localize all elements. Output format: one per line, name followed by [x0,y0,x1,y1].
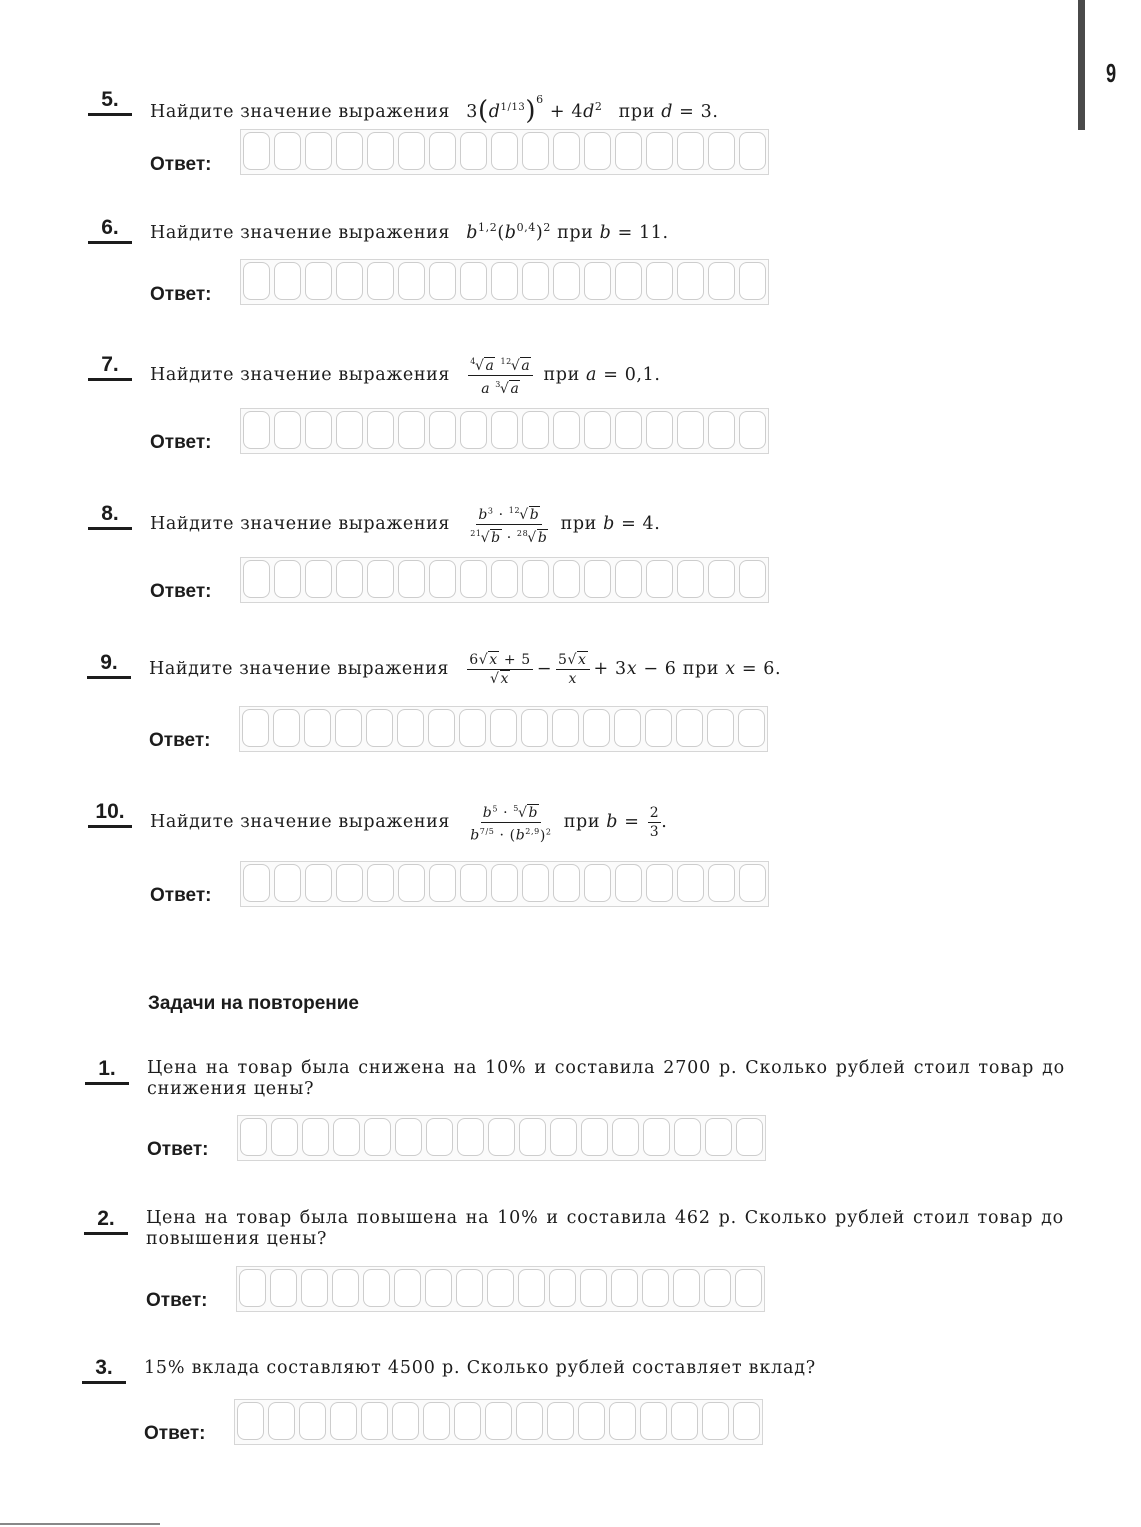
answer-cell[interactable] [240,1118,267,1156]
task-expression: $\frac{b^5 \cdot ^5√b}{b^{7/5} \cdot (b^{2,9})^2}$ [468,801,553,844]
task-number: 8. [88,503,132,530]
task-statement: Цена на товар была повышена на 10% и составила 462 р. Сколько рублей стоил товар до повышения цены? [146,1208,1064,1249]
answer-cell[interactable] [398,864,425,902]
task-statement: Цена на товар была снижена на 10% и составила 2700 р. Сколько рублей стоил товар до снижения цены? [147,1058,1065,1099]
answer-cell[interactable] [677,411,704,449]
answer-cell[interactable] [459,709,486,747]
task-condition: при [543,365,580,385]
task-statement [149,652,781,687]
answer-cell[interactable] [581,1118,608,1156]
answer-cell[interactable] [518,1269,545,1307]
answer-cell[interactable] [429,864,456,902]
answer-cell[interactable] [336,132,363,170]
task-variable: b [606,811,619,832]
answer-cell[interactable] [305,864,332,902]
answer-cell[interactable] [550,1118,577,1156]
answer-cell[interactable] [460,262,487,300]
answer-label: Ответ: [149,730,211,751]
answer-cell[interactable] [367,411,394,449]
answer-cell[interactable] [643,1118,670,1156]
answer-cell[interactable] [273,709,300,747]
task-value: = 3. [679,102,719,122]
answer-cell[interactable] [398,411,425,449]
answer-cell[interactable] [646,132,673,170]
answer-cell[interactable] [615,132,642,170]
answer-cell[interactable] [429,411,456,449]
task-statement [150,503,660,546]
answer-cell[interactable] [429,132,456,170]
answer-cell[interactable] [673,1269,700,1307]
answer-cell[interactable] [519,1118,546,1156]
answer-cell[interactable] [677,262,704,300]
answer-cell[interactable] [454,1402,481,1440]
task-expression: $3(d^{1/13})^6 + 4d^2$ [466,93,603,126]
section-title: Задачи на повторение [148,993,360,1014]
answer-cell[interactable] [708,411,735,449]
task-variable: b [599,222,612,243]
answer-cell[interactable] [332,1269,359,1307]
answer-cell[interactable] [305,132,332,170]
answer-cell[interactable] [580,1269,607,1307]
answer-cell[interactable] [553,411,580,449]
task-number: 5. [88,89,132,116]
answer-cell[interactable] [549,1269,576,1307]
answer-grid[interactable] [234,1399,763,1445]
answer-cell[interactable] [490,709,517,747]
answer-cell[interactable] [522,864,549,902]
answer-cell[interactable] [615,411,642,449]
answer-cell[interactable] [243,864,270,902]
answer-cell[interactable] [522,411,549,449]
answer-grid[interactable] [240,408,769,454]
answer-cell[interactable] [460,132,487,170]
answer-cell[interactable] [242,709,269,747]
answer-cell[interactable] [460,411,487,449]
answer-cell[interactable] [677,560,704,598]
answer-cell[interactable] [739,132,766,170]
answer-cell[interactable] [739,864,766,902]
answer-cell[interactable] [738,709,765,747]
answer-cell[interactable] [425,1269,452,1307]
answer-cell[interactable] [366,709,393,747]
answer-cell[interactable] [615,262,642,300]
task-condition: при [682,659,720,679]
task-value: = 0,1. [603,365,661,385]
answer-cell[interactable] [302,1118,329,1156]
answer-label: Ответ: [150,885,212,906]
task-statement [150,354,661,397]
answer-cell[interactable] [674,1118,701,1156]
answer-cell[interactable] [243,132,270,170]
answer-cell[interactable] [708,560,735,598]
answer-cell[interactable] [733,1402,760,1440]
answer-cell[interactable] [646,560,673,598]
task-variable: x [725,659,736,679]
task-statement [150,89,719,126]
answer-cell[interactable] [428,709,455,747]
answer-cell[interactable] [708,262,735,300]
answer-cell[interactable] [299,1402,326,1440]
answer-cell[interactable] [646,262,673,300]
task-text: Найдите значение выражения [150,514,451,534]
answer-cell[interactable] [578,1402,605,1440]
task-text: Найдите значение выражения [150,365,451,385]
answer-cell[interactable] [646,411,673,449]
answer-cell[interactable] [491,411,518,449]
task-condition: при [618,102,656,122]
task-condition: при [563,811,601,832]
answer-cell[interactable] [739,560,766,598]
answer-cell[interactable] [398,262,425,300]
answer-cell[interactable] [739,262,766,300]
answer-cell[interactable] [243,262,270,300]
answer-cell[interactable] [457,1118,484,1156]
answer-cell[interactable] [547,1402,574,1440]
task-expression: $\frac{b^3 \cdot ^{12}√b}{^{21}√b \cdot ^{28}√b}$ [468,503,550,546]
answer-cell[interactable] [243,411,270,449]
answer-cell[interactable] [305,560,332,598]
answer-cell[interactable] [395,1118,422,1156]
answer-cell[interactable] [243,560,270,598]
answer-label: Ответ: [150,284,212,305]
answer-cell[interactable] [614,709,641,747]
answer-cell[interactable] [364,1118,391,1156]
answer-cell[interactable] [707,709,734,747]
answer-cell[interactable] [367,262,394,300]
answer-cell[interactable] [553,262,580,300]
answer-cell[interactable] [423,1402,450,1440]
answer-cell[interactable] [491,864,518,902]
answer-cell[interactable] [491,132,518,170]
answer-cell[interactable] [429,560,456,598]
answer-cell[interactable] [271,1118,298,1156]
answer-cell[interactable] [584,560,611,598]
answer-cell[interactable] [394,1269,421,1307]
answer-grid[interactable] [240,861,769,907]
answer-cell[interactable] [708,864,735,902]
task-condition: при [560,514,597,534]
task-variable: d [661,102,673,122]
task-text: Найдите значение выражения [150,811,451,832]
answer-cell[interactable] [336,560,363,598]
answer-cell[interactable] [491,262,518,300]
answer-cell[interactable] [336,262,363,300]
task-statement: Найдите значение выражения $\frac{b^5 \cdot ^5√b}{b^{7/5} \cdot (b^{2,9})^2}$ при b = $\frac{2}{3}$ . [150,801,667,844]
task-value: = 6. [741,659,782,679]
answer-cell[interactable] [522,560,549,598]
answer-grid[interactable] [237,1115,766,1161]
page-edge-bar [1078,0,1085,130]
answer-cell[interactable] [553,132,580,170]
answer-cell[interactable] [584,864,611,902]
page-bottom-line [0,1523,160,1525]
answer-cell[interactable] [708,132,735,170]
answer-cell[interactable] [335,709,362,747]
answer-cell[interactable] [677,864,704,902]
answer-cell[interactable] [367,560,394,598]
answer-cell[interactable] [736,1118,763,1156]
task-statement [150,217,669,244]
task-number: 3. [82,1357,126,1384]
answer-cell[interactable] [361,1402,388,1440]
answer-cell[interactable] [735,1269,762,1307]
answer-cell[interactable] [522,262,549,300]
answer-cell[interactable] [584,262,611,300]
task-value-fraction: $\frac{2}{3}$ [649,804,660,840]
answer-cell[interactable] [522,132,549,170]
answer-label: Ответ: [147,1139,209,1160]
answer-cell[interactable] [615,560,642,598]
answer-cell[interactable] [676,709,703,747]
answer-cell[interactable] [274,262,301,300]
answer-cell[interactable] [398,560,425,598]
answer-cell[interactable] [460,864,487,902]
answer-cell[interactable] [274,560,301,598]
answer-cell[interactable] [274,864,301,902]
answer-cell[interactable] [429,262,456,300]
task-number: 2. [84,1208,128,1235]
answer-grid[interactable] [240,259,769,305]
answer-cell[interactable] [367,132,394,170]
answer-cell[interactable] [305,411,332,449]
answer-cell[interactable] [488,1118,515,1156]
task-value: = [624,811,640,832]
answer-cell[interactable] [491,560,518,598]
task-value: = 11. [617,222,669,243]
answer-cell[interactable] [367,864,394,902]
answer-cell[interactable] [615,864,642,902]
task-expression-part-2: $\frac{5√x}{x}$ [556,652,590,687]
page-number: 9 [1106,58,1117,88]
answer-cell[interactable] [336,411,363,449]
answer-label: Ответ: [150,154,212,175]
task-condition: при [557,222,594,243]
answer-cell[interactable] [305,262,332,300]
task-value: = 4. [621,514,661,534]
answer-cell[interactable] [739,411,766,449]
answer-grid[interactable] [236,1266,765,1312]
answer-cell[interactable] [677,132,704,170]
answer-cell[interactable] [584,411,611,449]
task-text: Найдите значение выражения [150,102,451,122]
answer-cell[interactable] [553,560,580,598]
answer-cell[interactable] [392,1402,419,1440]
answer-cell[interactable] [704,1269,731,1307]
task-text: Найдите значение выражения [150,222,451,243]
answer-grid[interactable] [239,706,768,752]
answer-cell[interactable] [553,864,580,902]
answer-cell[interactable] [485,1402,512,1440]
answer-cell[interactable] [268,1402,295,1440]
answer-cell[interactable] [333,1118,360,1156]
task-expression-part-3: + 3x − 6 [593,659,677,679]
answer-cell[interactable] [645,709,672,747]
answer-cell[interactable] [460,560,487,598]
answer-cell[interactable] [671,1402,698,1440]
answer-cell[interactable] [611,1269,638,1307]
answer-cell[interactable] [702,1402,729,1440]
task-expression: $\frac{^4√a ^{12}√a}{a ^3√a}$ [468,354,533,397]
answer-label: Ответ: [144,1423,206,1444]
answer-cell[interactable] [398,132,425,170]
answer-cell[interactable] [397,709,424,747]
answer-cell[interactable] [584,132,611,170]
answer-cell[interactable] [363,1269,390,1307]
task-variable: b [603,514,615,534]
answer-grid[interactable] [240,129,769,175]
task-number: 9. [87,652,131,679]
answer-cell[interactable] [274,132,301,170]
answer-cell[interactable] [705,1118,732,1156]
answer-cell[interactable] [516,1402,543,1440]
answer-cell[interactable] [237,1402,264,1440]
answer-cell[interactable] [301,1269,328,1307]
answer-cell[interactable] [612,1118,639,1156]
answer-cell[interactable] [552,709,579,747]
answer-cell[interactable] [336,864,363,902]
answer-cell[interactable] [270,1269,297,1307]
answer-cell[interactable] [609,1402,636,1440]
answer-cell[interactable] [426,1118,453,1156]
answer-grid[interactable] [240,557,769,603]
task-text: Найдите значение выражения [149,659,450,679]
answer-label: Ответ: [150,581,212,602]
answer-label: Ответ: [146,1290,208,1311]
answer-cell[interactable] [456,1269,483,1307]
task-number: 7. [88,354,132,381]
answer-cell[interactable] [583,709,610,747]
answer-cell[interactable] [239,1269,266,1307]
answer-cell[interactable] [274,411,301,449]
task-number: 6. [88,217,132,244]
task-variable: a [586,365,598,385]
minus-sign: − [536,659,552,679]
answer-cell[interactable] [640,1402,667,1440]
task-number: 10. [88,801,132,828]
answer-cell[interactable] [521,709,548,747]
task-statement: 15% вклада составляют 4500 р. Сколько рублей составляет вклад? [144,1358,816,1378]
answer-cell[interactable] [487,1269,514,1307]
answer-cell[interactable] [330,1402,357,1440]
task-expression: $b^{1,2}(b^{0,4})^2$ [466,221,551,243]
task-number: 1. [85,1058,129,1085]
answer-cell[interactable] [642,1269,669,1307]
answer-cell[interactable] [646,864,673,902]
task-expression-part-1: $\frac{6√x + 5}{√x}$ [469,652,531,687]
answer-label: Ответ: [150,432,212,453]
answer-cell[interactable] [304,709,331,747]
